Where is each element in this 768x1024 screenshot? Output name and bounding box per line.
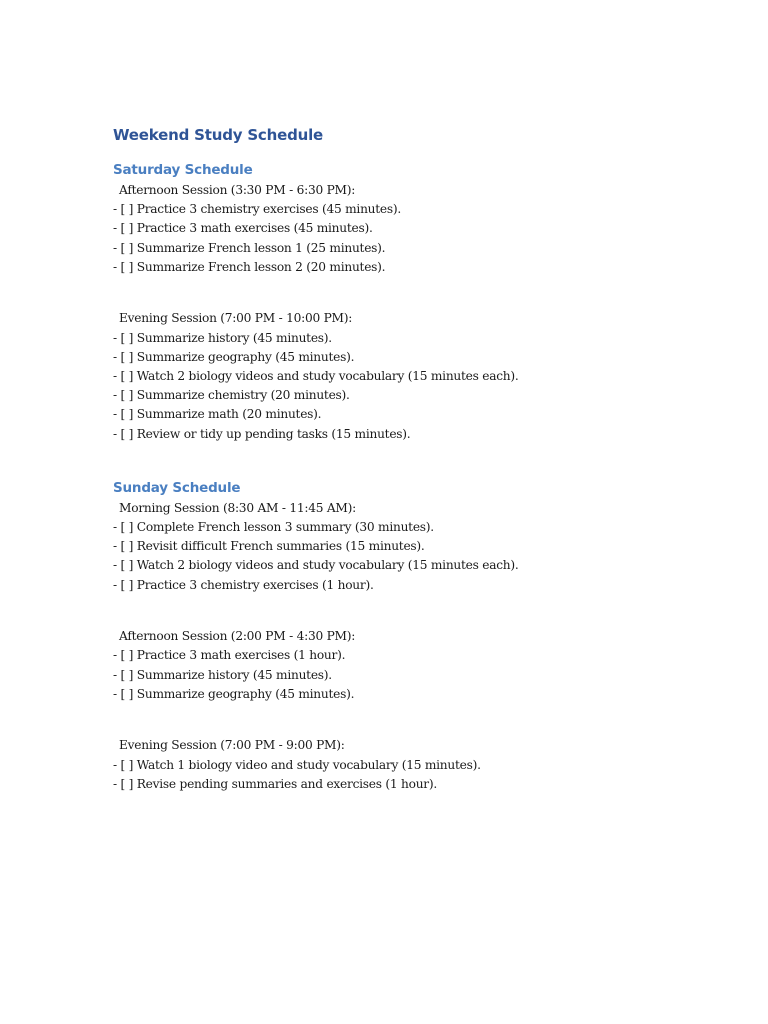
document-title: Weekend Study Schedule [113, 126, 324, 144]
session-title: Afternoon Session (3:30 PM - 6:30 PM): [119, 183, 356, 197]
session-saturday-afternoon [113, 181, 713, 277]
task-item: - [ ] Watch 1 biology video and study vocabulary (15 minutes). [113, 757, 481, 772]
task-item: - [ ] Summarize history (45 minutes). [113, 667, 332, 682]
session-title: Evening Session (7:00 PM - 9:00 PM): [119, 738, 345, 753]
task-item: - [ ] Watch 2 biology videos and study vocabulary (15 minutes each). [113, 369, 519, 383]
session-title: Morning Session (8:30 AM - 11:45 AM): [119, 500, 356, 515]
task-item: - [ ] Complete French lesson 3 summary (30 minutes). [113, 519, 434, 534]
task-item: - [ ] Summarize chemistry (20 minutes). [113, 388, 350, 403]
task-item: - [ ] Practice 3 math exercises (1 hour). [113, 648, 346, 663]
task-item: - [ ] Summarize geography (45 minutes). [113, 349, 355, 364]
task-item: - [ ] Summarize French lesson 2 (20 minutes). [113, 259, 386, 274]
task-item: - [ ] Practice 3 math exercises (45 minutes). [113, 221, 373, 236]
day-section-saturday [113, 159, 713, 444]
task-item: - [ ] Revisit difficult French summaries (15 minutes). [113, 539, 425, 554]
sunday-heading: Sunday Schedule [113, 479, 241, 496]
day-section-sunday [113, 477, 713, 794]
session-saturday-evening [113, 309, 713, 443]
task-item: - [ ] Summarize history (45 minutes). [113, 330, 332, 345]
task-item: - [ ] Summarize geography (45 minutes). [113, 686, 355, 701]
task-item: - [ ] Practice 3 chemistry exercises (1 hour). [113, 577, 374, 592]
session-title: Evening Session (7:00 PM - 10:00 PM): [119, 311, 353, 326]
task-item: - [ ] Practice 3 chemistry exercises (45 minutes). [113, 202, 402, 217]
task-item: - [ ] Summarize math (20 minutes). [113, 407, 322, 422]
session-sunday-morning [113, 499, 713, 595]
session-title: Afternoon Session (2:00 PM - 4:30 PM): [119, 629, 356, 644]
saturday-heading: Saturday Schedule [113, 162, 253, 178]
session-sunday-evening [113, 736, 713, 794]
task-item: - [ ] Review or tidy up pending tasks (15 minutes). [113, 426, 411, 441]
task-item: - [ ] Summarize French lesson 1 (25 minutes). [113, 240, 386, 255]
session-sunday-afternoon [113, 627, 713, 704]
task-item: - [ ] Revise pending summaries and exercises (1 hour). [113, 776, 438, 791]
task-item: - [ ] Watch 2 biology videos and study vocabulary (15 minutes each). [113, 558, 519, 573]
document-content [113, 123, 713, 794]
